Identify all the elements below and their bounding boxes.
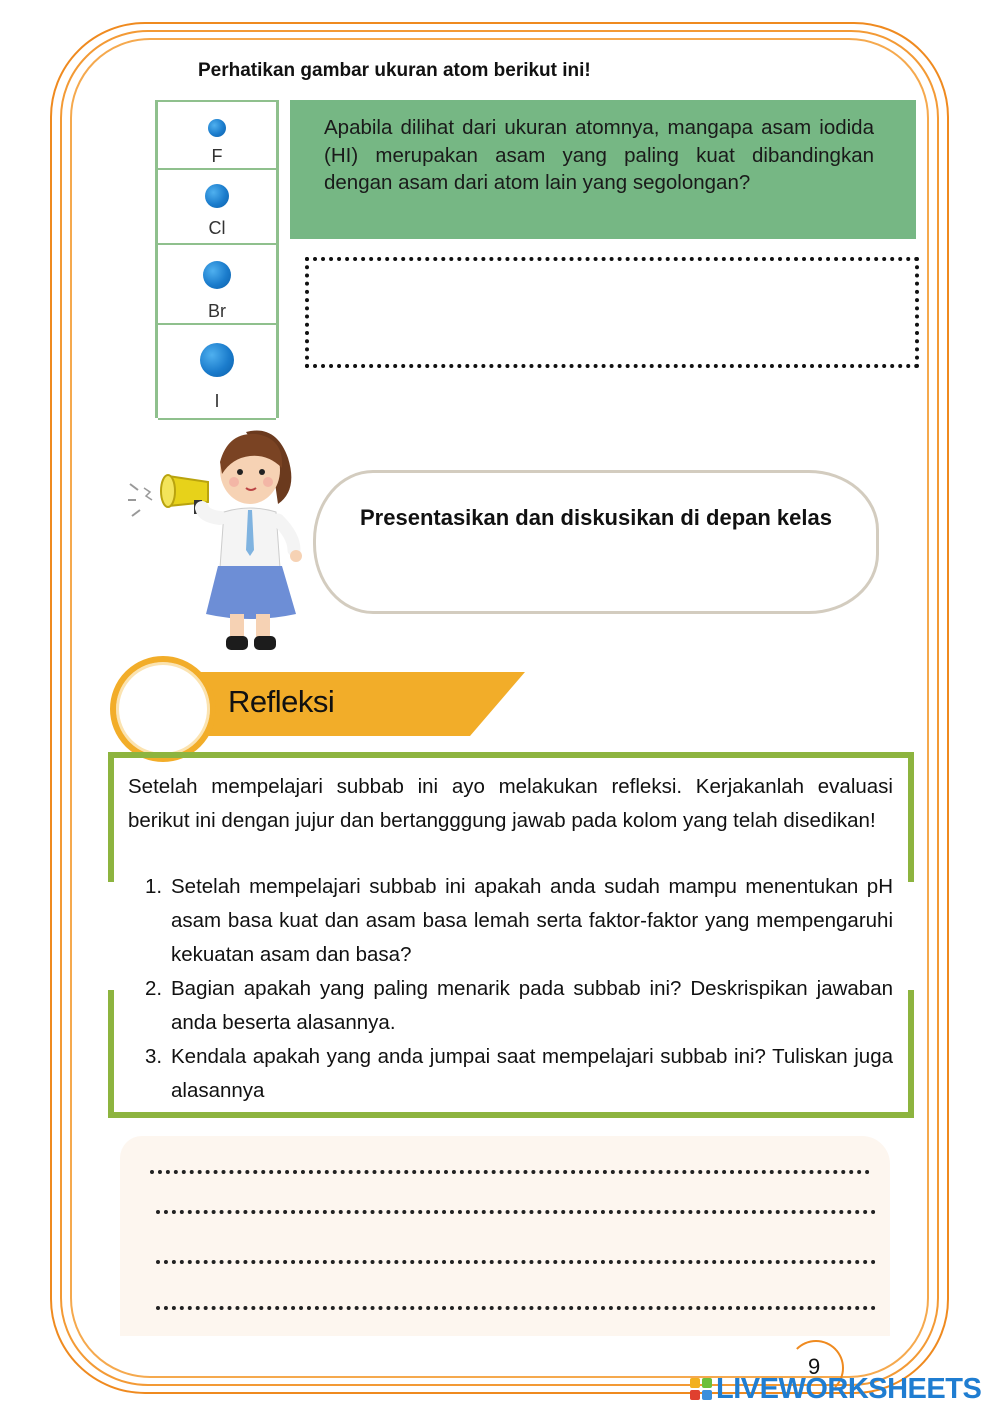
answer-line[interactable] — [150, 1170, 870, 1174]
page-number: 9 — [808, 1354, 821, 1379]
question-text: Apabila dilihat dari ukuran atomnya, mangapa asam iodida (HI) merupakan asam yang paling kuat dibandingkan dengan asam dari atom lain yang segolongan? — [324, 116, 874, 194]
answer-input[interactable] — [305, 257, 919, 368]
atom-cell-i — [158, 323, 276, 420]
banner-circle-icon — [110, 656, 216, 762]
reflection-list — [145, 870, 893, 1108]
atom-size-table — [155, 100, 279, 418]
atom-dot-icon — [205, 184, 229, 208]
section-title: Refleksi — [228, 684, 335, 719]
logo-text: LIVEWORKSHEETS — [716, 1372, 982, 1405]
list-item: 1. Setelah mempelajari subbab ini apakah anda sudah mampu menentukan pH asam basa kuat dan asam basa lemah serta faktor-faktor yang mempengaruhi kekuatan asam dan basa? — [145, 875, 893, 966]
speech-text: Presentasikan dan diskusikan di depan kelas — [360, 505, 832, 530]
atom-label: F — [211, 146, 223, 166]
page-heading: Perhatikan gambar ukuran atom berikut ini! — [198, 60, 591, 81]
girl-megaphone-icon — [128, 428, 318, 658]
atom-dot-icon — [203, 261, 231, 289]
atom-cell-cl — [158, 168, 276, 245]
atom-dot-icon — [200, 343, 234, 377]
atom-label: I — [214, 391, 220, 411]
answer-line[interactable] — [156, 1306, 876, 1310]
reflection-intro: Setelah mempelajari subbab ini ayo melakukan refleksi. Kerjakanlah evaluasi berikut ini dengan jujur dan bertangggung jawab pada kolom yang telah disedikan! — [128, 775, 893, 832]
speech-bubble — [313, 470, 879, 614]
logo-blocks-icon — [690, 1378, 712, 1400]
list-item: 2. Bagian apakah yang paling menarik pada subbab ini? Deskrispikan jawaban anda beserta alasannya. — [145, 977, 893, 1034]
atom-cell-br — [158, 243, 276, 325]
atom-label: Cl — [208, 218, 226, 238]
answer-lines-area[interactable] — [120, 1136, 890, 1336]
answer-line[interactable] — [156, 1260, 876, 1264]
atom-cell-f — [158, 100, 276, 170]
question-box — [290, 100, 916, 239]
list-item: 3. Kendala apakah yang anda jumpai saat mempelajari subbab ini? Tuliskan juga alasannya — [145, 1045, 893, 1102]
answer-line[interactable] — [156, 1210, 876, 1214]
atom-dot-icon — [208, 119, 226, 137]
liveworksheets-logo — [690, 1374, 981, 1404]
atom-label: Br — [208, 301, 226, 321]
